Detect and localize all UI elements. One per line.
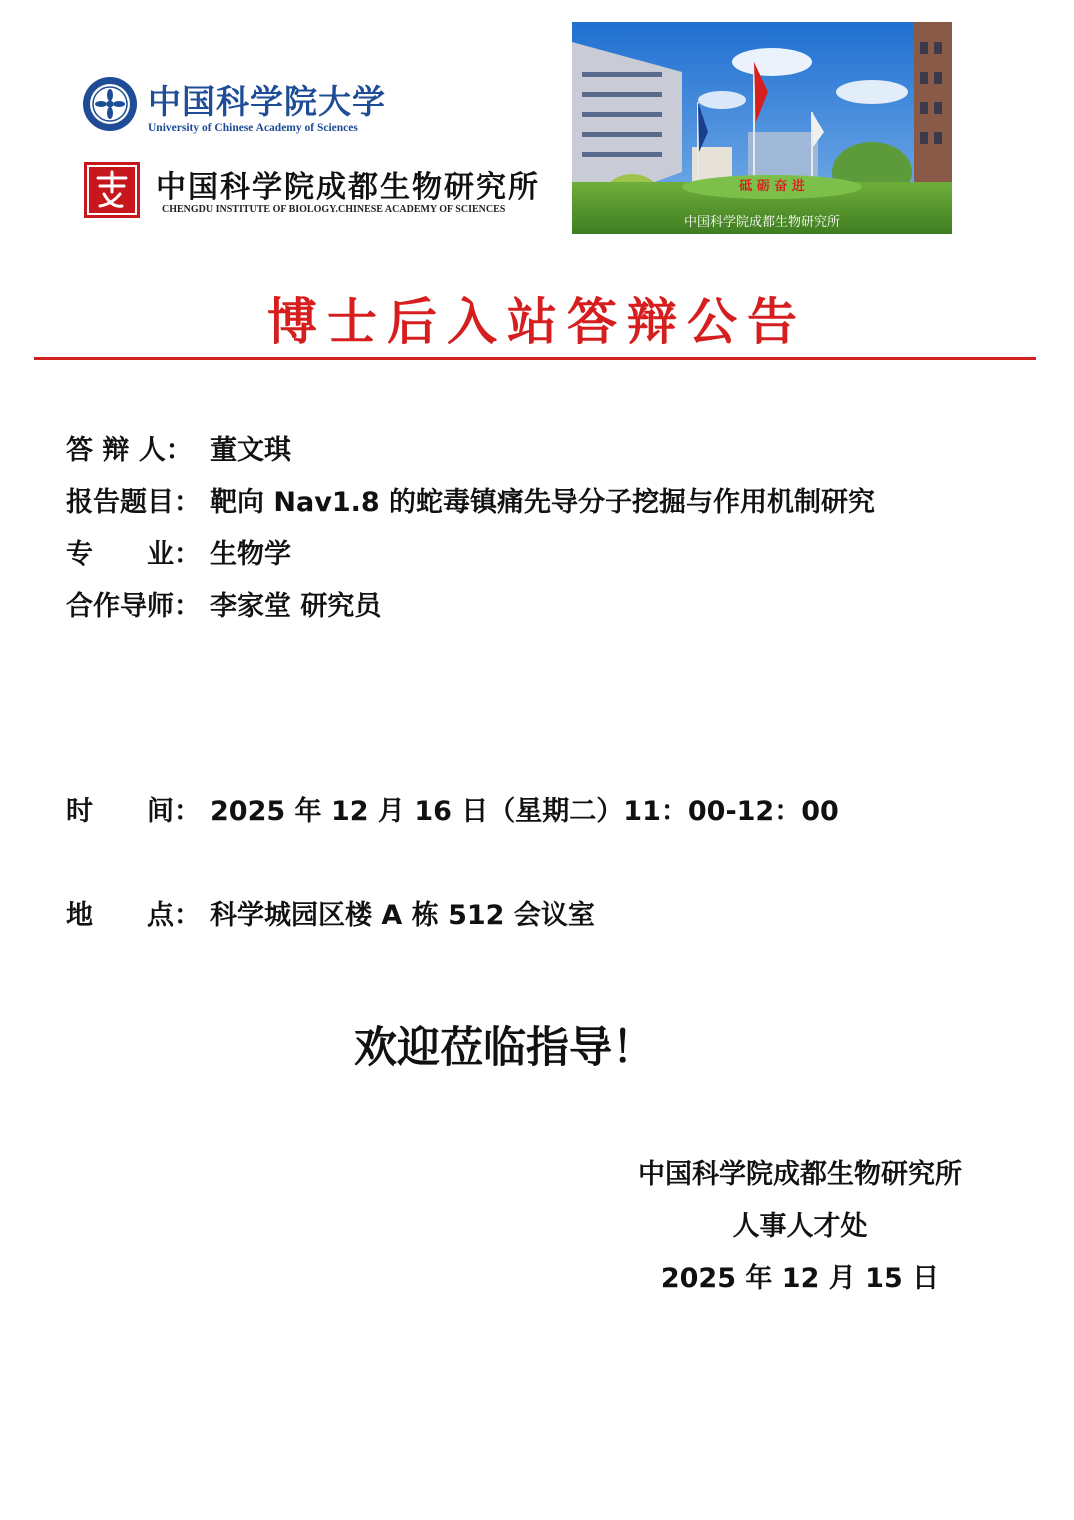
title-divider: [34, 357, 1036, 360]
advisor-label: 合作导师：: [66, 591, 201, 622]
signature-org: 中国科学院成都生物研究所: [638, 1159, 962, 1190]
topic-label: 报告题目：: [66, 487, 201, 518]
defender-value: 董文琪: [210, 435, 291, 466]
cib-logo: [84, 162, 544, 222]
ucas-name-en: University of Chinese Academy of Sciences: [148, 122, 358, 134]
svg-text:砥 砺 奋 进: 砥 砺 奋 进: [739, 179, 805, 194]
page-title: 博士后入站答辩公告: [267, 292, 807, 351]
place-label: 地 点：: [66, 900, 201, 931]
defender-label: 答 辩 人：: [66, 435, 193, 466]
welcome-text: 欢迎莅临指导！: [354, 1023, 655, 1073]
cib-name-cn: 中国科学院成都生物研究所: [156, 170, 540, 205]
advisor-row: [66, 584, 381, 623]
major-value: 生物学: [210, 539, 291, 570]
defender-row: [66, 428, 291, 467]
signature-dept: 人事人才处: [732, 1211, 868, 1242]
advisor-value: 李家堂 研究员: [210, 591, 382, 622]
topic-row: [66, 480, 875, 519]
photo-caption: 中国科学院成都生物研究所: [683, 215, 841, 230]
major-row: [66, 532, 291, 571]
campus-photo: [572, 22, 952, 234]
ucas-logo: [82, 74, 402, 136]
cib-name-en: CHENGDU INSTITUTE OF BIOLOGY.CHINESE ACADEMY OF SCIENCES: [162, 204, 506, 215]
ucas-emblem-icon: [82, 76, 138, 132]
place-row: [66, 893, 595, 932]
place-value: 科学城园区楼 A 栋 512 会议室: [210, 900, 595, 931]
signature-date: 2025 年 12 月 15 日: [660, 1263, 940, 1294]
time-row: [66, 789, 839, 828]
topic-value: 靶向 Nav1.8 的蛇毒镇痛先导分子挖掘与作用机制研究: [210, 487, 876, 518]
time-label: 时 间：: [66, 796, 201, 827]
cib-seal-icon: [84, 162, 140, 218]
major-label: 专 业：: [66, 539, 201, 570]
time-value: 2025 年 12 月 16 日（星期二）11：00-12：00: [210, 796, 839, 827]
ucas-name-cn: 中国科学院大学: [148, 82, 386, 121]
